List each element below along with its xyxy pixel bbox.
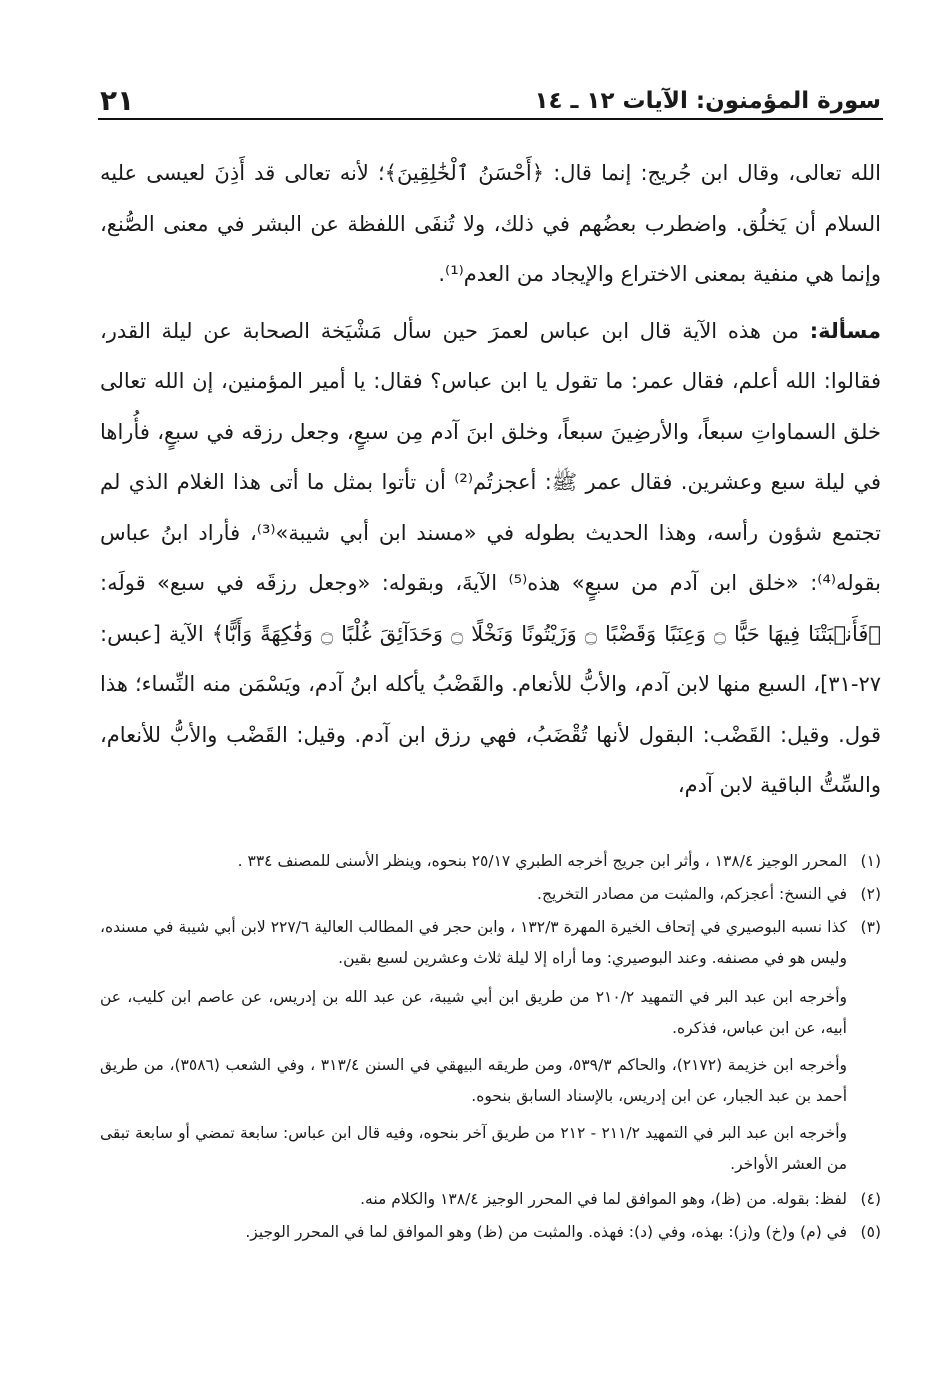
footnote-text: في النسخ: أعجزكم، والمثبت من مصادر التخريج. <box>537 885 847 903</box>
page-header <box>100 68 881 118</box>
footnote-continuation: وأخرجه ابن عبد البر في التمهيد ٢١١/٢ - ٢١٢ من طريق آخر بنحوه، وفيه قال ابن عباس: سابعة تمضي أو سابعة تبقى من العشر الأواخر. <box>100 1124 848 1173</box>
body-paragraph <box>100 306 881 811</box>
header-divider <box>98 118 883 120</box>
footnote-text: المحرر الوجيز ١٣٨/٤ ، وأثر ابن جريج أخرجه الطبري ٢٥/١٧ بنحوه، وينظر الأسنى للمصنف ٣٣٤ . <box>237 852 847 870</box>
footnote-number: (٢) <box>860 885 881 903</box>
paragraph-text: من هذه الآية قال ابن عباس لعمرَ حين سأل مَشْيَخة الصحابة عن ليلة القدر، فقالوا: الله أعلم، فقال عمر: ما تقول يا ابن عباس؟ فقال: يا أمير المؤمنين، إن الله تعالى خلق السماواتِ سبعاً، والأرضِينَ سبعاً، وخلق ابنَ آدم مِن سبعٍ، وجعل رزقه في سبعٍ، فأُراها في ليلة سبع وعشرين. فقال عمر ﷺ: أعجزتُم⁽²⁾ أن تأتوا بمثل ما أتى هذا الغلام الذي لم تجتمع شؤون رأسه، وهذا الحديث بطوله في «مسند ابن أبي شيبة»⁽³⁾، فأراد ابنُ عباس بقوله⁽⁴⁾: «خلق ابن آدم من سبعٍ» هذه⁽⁵⁾ الآيةَ، وبقوله: «وجعل رزقَه في سبع» قولَه: ﴿فَأَنۢبَتْنَا فِيهَا حَبًّا ۝ وَعِنَبًا وَقَضْبًا ۝ وَزَيْتُونًا وَنَخْلًا ۝ وَحَدَآئِقَ غُلْبًا ۝ وَفَٰكِهَةً وَأَبًّا﴾ الآية [عبس: ٢٧-٣١]، السبع منها لابن آدم، والأبُّ للأنعام. والقَضْبُ يأكله ابنُ آدم، ويَسْمَن منه النِّساء؛ هذا قول. وقيل: القَضْب: البقول لأنها تُقْضَبُ، فهي رزق ابن آدم. وقيل: القَضْب والأبُّ للأنعام، والسِّتُّ الباقية لابن آدم، <box>100 318 882 797</box>
main-text <box>100 148 881 811</box>
footnote <box>100 1184 881 1215</box>
footnotes <box>100 846 881 1248</box>
footnote <box>100 1217 881 1248</box>
footnote <box>100 912 881 974</box>
running-header-title: سورة المؤمنون: الآيات ١٢ ـ ١٤ <box>534 88 881 114</box>
footnote-text: كذا نسبه البوصيري في إتحاف الخيرة المهرة ١٣٢/٣ ، وابن حجر في المطالب العالية ٢٢٧/٦ لابن أبي شيبة في مسنده، وليس هو في مصنفه. وعند البوصيري: وما أراه إلا ليلة ثلاث وعشرين لسبع بقين. <box>100 918 847 967</box>
footnote-continuation: وأخرجه ابن خزيمة (٢١٧٢)، والحاكم ٥٣٩/٣، ومن طريقه البيهقي في السنن ٣١٣/٤ ، وفي الشعب (٣٥٨٦)، من طريق أحمد بن عبد الجبار، عن ابن إدريس، بالإسناد السابق بنحوه. <box>100 1056 847 1105</box>
footnote-number: (١) <box>860 852 881 870</box>
paragraph-text: الله تعالى، وقال ابن جُريج: إنما قال: ﴿أَحْسَنُ ٱلْخَٰلِقِينَ﴾؛ لأنه تعالى قد أَذِنَ لعيسى عليه السلام أن يَخلُق. واضطرب بعضُهم في ذلك، ولا تُنفَى اللفظة عن البشر في معنى الصُّنع، وإنما هي منفية بمعنى الاختراع والإيجاد من العدم⁽¹⁾. <box>100 161 881 286</box>
footnote-number: (٥) <box>860 1223 881 1241</box>
footnote-text: في (م) و(خ) و(ز): بهذه، وفي (د): فهذه. والمثبت من (ظ) وهو الموافق لما في المحرر الوجيز. <box>245 1223 847 1241</box>
page-number: ٢١ <box>100 84 135 117</box>
footnote <box>100 846 881 877</box>
issue-heading: مسألة: <box>809 318 881 343</box>
footnote-number: (٣) <box>860 918 881 936</box>
footnote-text: لفظ: بقوله. من (ظ)، وهو الموافق لما في المحرر الوجيز ١٣٨/٤ والكلام منه. <box>360 1190 847 1208</box>
footnote-number: (٤) <box>860 1190 881 1208</box>
body-paragraph <box>100 148 881 300</box>
footnote <box>100 879 881 910</box>
footnote-continuation: وأخرجه ابن عبد البر في التمهيد ٢١٠/٢ من طريق ابن أبي شيبة، عن عبد الله بن إدريس، عن عاصم ابن كليب، عن أبيه، عن ابن عباس، فذكره. <box>100 988 847 1037</box>
